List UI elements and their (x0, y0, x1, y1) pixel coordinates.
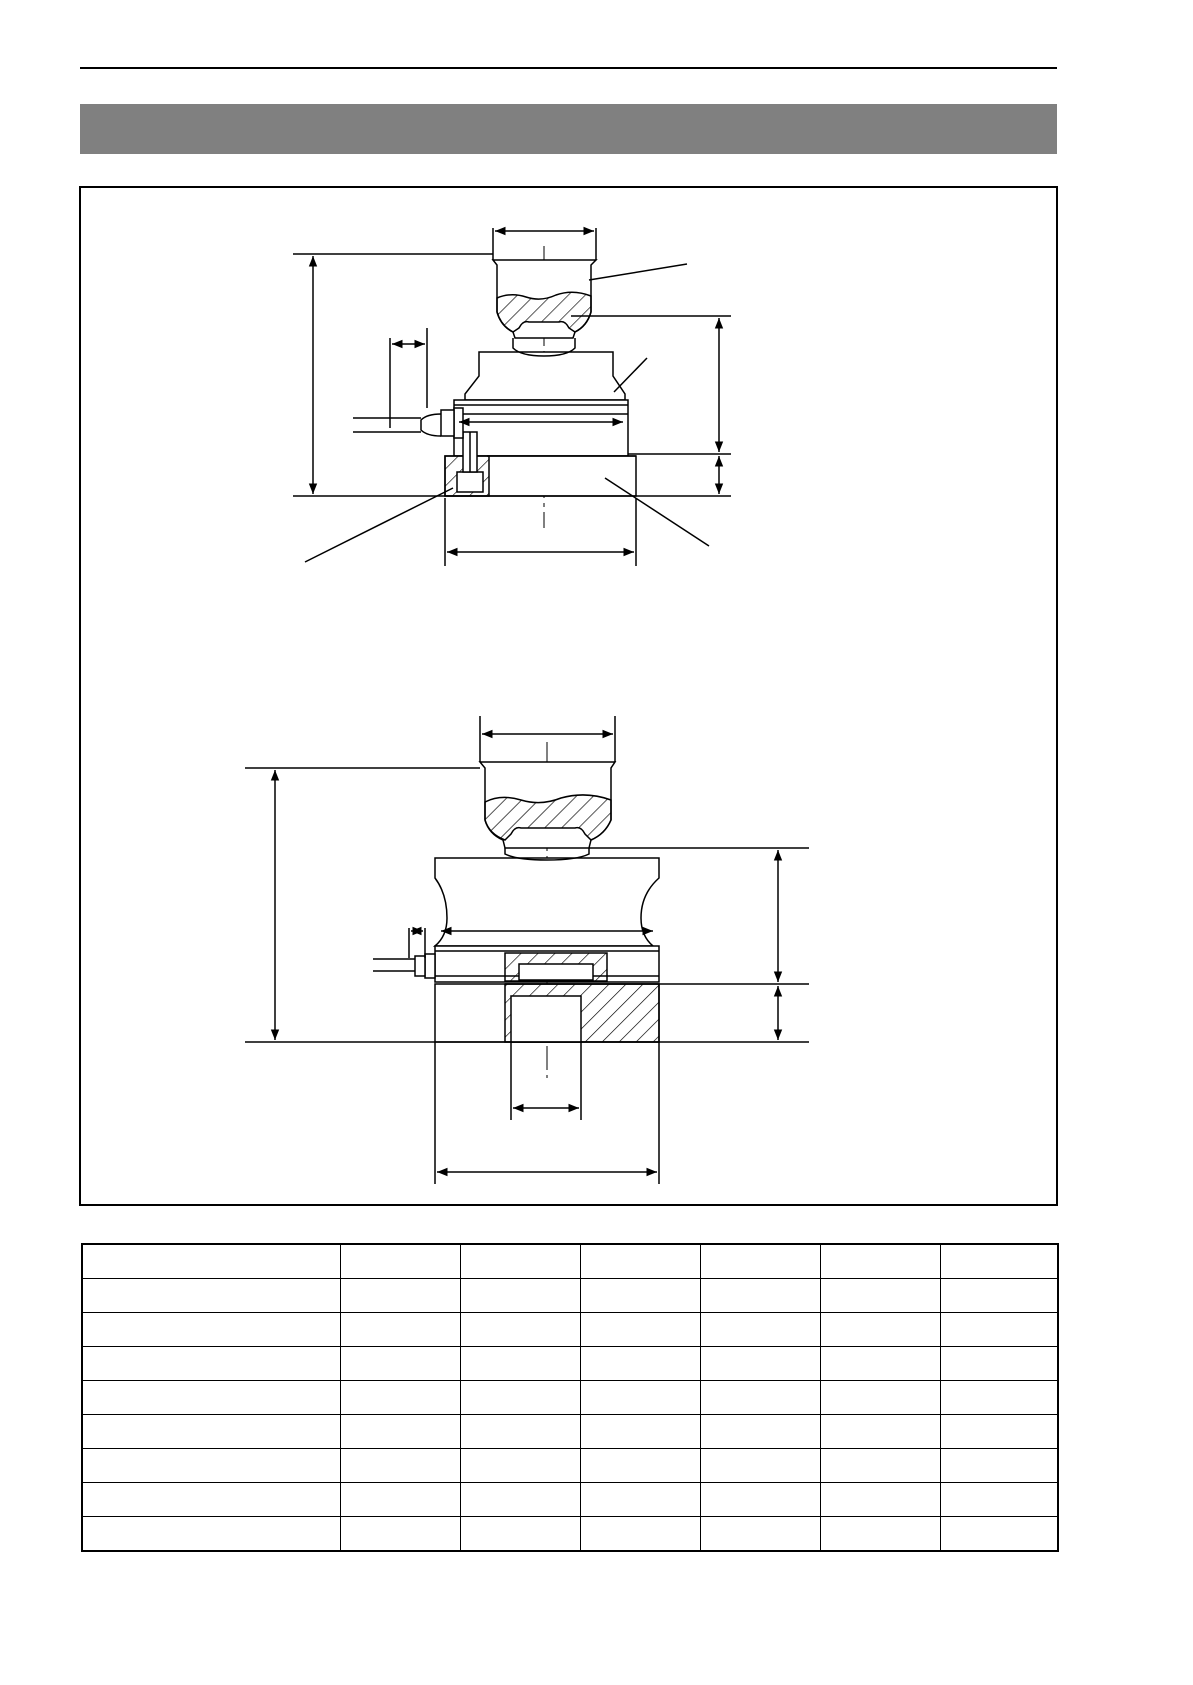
table-row-label (82, 1347, 340, 1381)
table-cell (940, 1517, 1058, 1552)
table-cell (580, 1244, 700, 1279)
table-cell (460, 1483, 580, 1517)
table-cell (580, 1347, 700, 1381)
table-cell (700, 1449, 820, 1483)
table-cell (460, 1313, 580, 1347)
table-cell (580, 1279, 700, 1313)
table-cell (940, 1415, 1058, 1449)
table-body (82, 1244, 1058, 1551)
table-row (82, 1313, 1058, 1347)
table-cell (460, 1449, 580, 1483)
table-cell (580, 1415, 700, 1449)
table-cell (340, 1279, 460, 1313)
table-cell (340, 1381, 460, 1415)
table-row-label (82, 1517, 340, 1552)
upper-view (293, 228, 731, 566)
table-row (82, 1244, 1058, 1279)
section-title-bar (80, 104, 1057, 154)
table-row-label (82, 1313, 340, 1347)
table-cell (700, 1415, 820, 1449)
table-row (82, 1279, 1058, 1313)
table-cell (820, 1244, 940, 1279)
table-row (82, 1483, 1058, 1517)
table-row (82, 1517, 1058, 1552)
table-row (82, 1449, 1058, 1483)
table-cell (340, 1483, 460, 1517)
table-cell (460, 1279, 580, 1313)
table-cell (820, 1381, 940, 1415)
table-row-label (82, 1279, 340, 1313)
table-row-label (82, 1449, 340, 1483)
table-cell (340, 1244, 460, 1279)
drawing-frame (79, 186, 1058, 1206)
specification-table (81, 1243, 1059, 1552)
table-cell (460, 1244, 580, 1279)
table-cell (340, 1347, 460, 1381)
table-cell (340, 1313, 460, 1347)
table-cell (460, 1415, 580, 1449)
table-row (82, 1381, 1058, 1415)
table-cell (820, 1313, 940, 1347)
table-cell (940, 1313, 1058, 1347)
table-cell (940, 1449, 1058, 1483)
table-cell (820, 1483, 940, 1517)
table-cell (940, 1483, 1058, 1517)
top-rule (80, 67, 1057, 69)
table-cell (580, 1483, 700, 1517)
table-cell (820, 1347, 940, 1381)
table-cell (340, 1415, 460, 1449)
table-cell (460, 1517, 580, 1552)
table-cell (820, 1279, 940, 1313)
table-cell (820, 1517, 940, 1552)
table-cell (460, 1347, 580, 1381)
table-cell (700, 1381, 820, 1415)
table-row-label (82, 1381, 340, 1415)
table-cell (940, 1279, 1058, 1313)
table-cell (700, 1313, 820, 1347)
table-row-label (82, 1483, 340, 1517)
table-row-label (82, 1415, 340, 1449)
table-cell (820, 1415, 940, 1449)
table-cell (820, 1449, 940, 1483)
table-cell (700, 1244, 820, 1279)
table-cell (340, 1517, 460, 1552)
table-cell (580, 1381, 700, 1415)
table-cell (580, 1449, 700, 1483)
table-cell (940, 1381, 1058, 1415)
table-cell (700, 1347, 820, 1381)
table-cell (580, 1517, 700, 1552)
table-cell (940, 1244, 1058, 1279)
lower-view (245, 716, 809, 1184)
table-cell (580, 1313, 700, 1347)
table-cell (700, 1517, 820, 1552)
table-cell (340, 1449, 460, 1483)
table-cell (700, 1279, 820, 1313)
table-cell (700, 1483, 820, 1517)
table-cell (460, 1381, 580, 1415)
table-cell (940, 1347, 1058, 1381)
table-row (82, 1347, 1058, 1381)
table-row-label (82, 1244, 340, 1279)
table-row (82, 1415, 1058, 1449)
technical-drawing (81, 188, 1060, 1208)
